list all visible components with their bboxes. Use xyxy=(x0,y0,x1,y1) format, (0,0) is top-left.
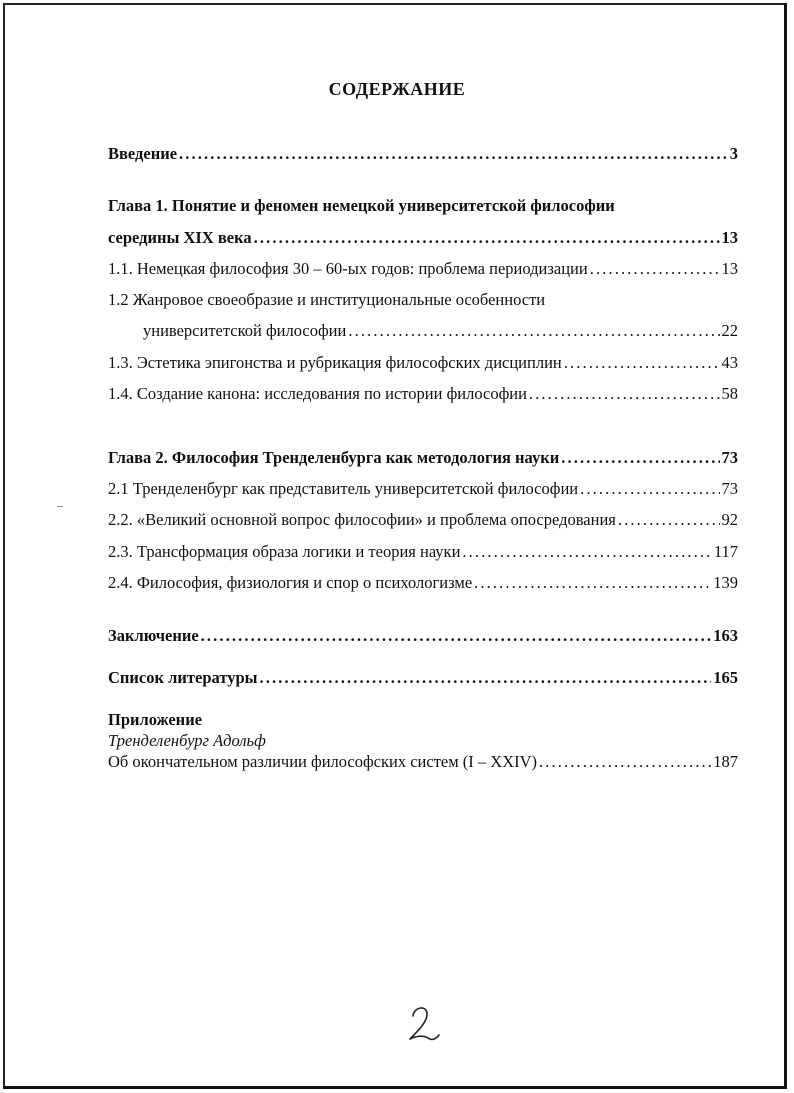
dot-leader xyxy=(539,752,711,772)
handwritten-page-number xyxy=(404,1002,444,1046)
toc-entry-chapter1[interactable] xyxy=(108,228,738,249)
toc-entry-1-1[interactable] xyxy=(108,259,738,280)
dot-leader xyxy=(348,321,719,341)
toc-label: 1.1. Немецкая философия 30 – 60-ых годов: проблема периодизации xyxy=(108,259,588,278)
toc-label: 2.4. Философия, физиология и спор о психологизме xyxy=(108,573,473,592)
appendix-author: Тренделенбург Адольф xyxy=(108,731,266,750)
toc-page: 43 xyxy=(721,353,738,372)
toc-entry-intro[interactable] xyxy=(108,144,738,165)
dot-leader xyxy=(201,626,712,646)
toc-label: Введение xyxy=(108,144,178,163)
toc-entry-2-2[interactable] xyxy=(108,510,738,531)
toc-entry-chapter2[interactable] xyxy=(108,448,738,469)
toc-label: 2.1 Тренделенбург как представитель университетской философии xyxy=(108,479,579,498)
toc-label: 2.2. «Великий основной вопрос философии» и проблема опосредования xyxy=(108,510,616,529)
toc-entry-appendix[interactable] xyxy=(108,752,738,773)
toc-entry-1-2-line1[interactable]: 1.2 Жанровое своеобразие и институциональные особенности xyxy=(108,290,546,309)
dot-leader xyxy=(260,668,712,688)
toc-entry-2-4[interactable] xyxy=(108,573,738,594)
toc-page: 187 xyxy=(713,752,738,771)
toc-label: Заключение xyxy=(108,626,199,645)
dot-leader xyxy=(580,479,719,499)
toc-label: 1.4. Создание канона: исследования по истории философии xyxy=(108,384,527,403)
dot-leader xyxy=(462,542,711,562)
toc-entry-2-1[interactable] xyxy=(108,479,738,500)
toc-label: 2.3. Трансформация образа логики и теория науки xyxy=(108,542,461,561)
toc-entry-2-3[interactable] xyxy=(108,542,738,563)
scan-mark xyxy=(57,506,63,507)
toc-page: 165 xyxy=(713,668,738,687)
dot-leader xyxy=(254,228,720,248)
toc-label: 1.3. Эстетика эпигонства и рубрикация философских дисциплин xyxy=(108,353,562,372)
dot-leader xyxy=(179,144,728,164)
toc-page: 73 xyxy=(721,448,738,467)
toc-page: 92 xyxy=(721,510,738,529)
toc-entry-bibliography[interactable] xyxy=(108,668,738,689)
dot-leader xyxy=(529,384,720,404)
toc-page: 163 xyxy=(713,626,738,645)
toc-page: 3 xyxy=(729,144,738,163)
toc-entry-1-2[interactable] xyxy=(143,321,738,342)
toc-page: 73 xyxy=(721,479,738,498)
page-number-glyph xyxy=(410,1008,439,1039)
dot-leader xyxy=(561,448,719,468)
toc-label: университетской философии xyxy=(143,321,347,340)
toc-entry-1-3[interactable] xyxy=(108,353,738,374)
toc-page: 58 xyxy=(721,384,738,403)
toc-label: Список литературы xyxy=(108,668,258,687)
toc-page: 13 xyxy=(721,259,738,278)
dot-leader xyxy=(474,573,711,593)
dot-leader xyxy=(564,353,720,373)
toc-label: середины XIX века xyxy=(108,228,252,247)
toc-page: 117 xyxy=(713,542,738,561)
appendix-heading[interactable]: Приложение xyxy=(108,710,203,729)
toc-label: Глава 2. Философия Тренделенбурга как методология науки xyxy=(108,448,560,467)
chapter1-heading-line1[interactable]: Глава 1. Понятие и феномен немецкой университетской философии xyxy=(108,196,615,215)
toc-label: Об окончательном различии философских систем (I – XXIV) xyxy=(108,752,538,771)
dot-leader xyxy=(590,259,720,279)
toc-entry-1-4[interactable] xyxy=(108,384,738,405)
toc-page: 13 xyxy=(721,228,738,247)
toc-page: 139 xyxy=(713,573,738,592)
page-title: СОДЕРЖАНИЕ xyxy=(328,79,466,99)
toc-page: 22 xyxy=(721,321,738,340)
toc-entry-conclusion[interactable] xyxy=(108,626,738,647)
dot-leader xyxy=(618,510,720,530)
